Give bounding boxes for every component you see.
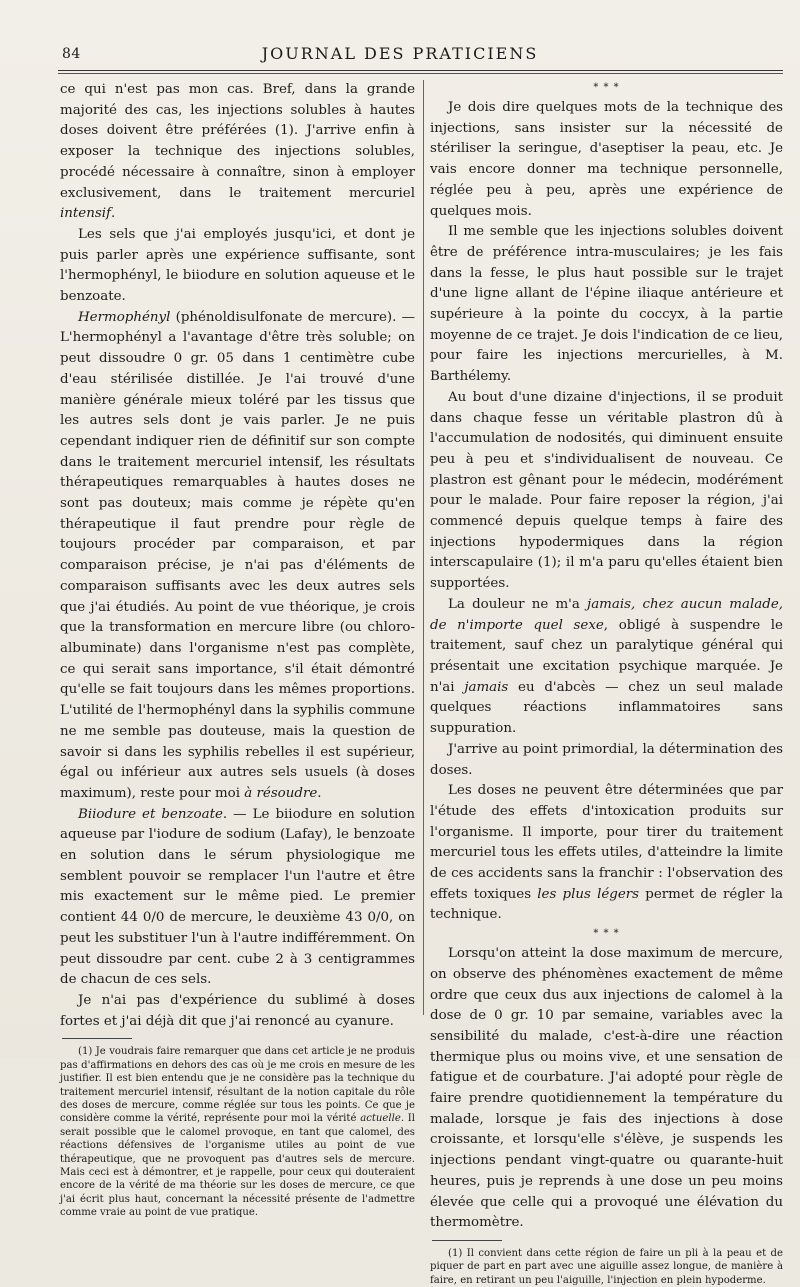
header-rule-secondary — [58, 73, 783, 74]
right-column — [430, 80, 783, 1287]
paragraph: Les doses ne peuvent être déterminées que par l'étude des effets d'intoxication produits sur l'organisme. Il importe, pour tirer du traitement mercuriel tous les effets utiles, d'atteindre la limite de ces accidents sans la franchir : l'observation des effets toxiques les plus légers permet de régler la technique. — [430, 783, 783, 923]
section-separator-stars: * * * — [593, 928, 620, 940]
column-divider — [423, 80, 424, 1015]
section-separator-stars: * * * — [593, 82, 620, 93]
header-rule — [58, 70, 783, 71]
paragraph: Je n'ai pas d'expérience du sublimé à doses fortes et j'ai déjà dit que j'ai renoncé au cyanure. — [60, 992, 415, 1029]
paragraph: ce qui n'est pas mon cas. Bref, dans la grande majorité des cas, les injections solubles à hautes doses doivent être préférées (1). J'arrive enfin à exposer la technique des injections solubles, procédé nécessaire à connaître, sinon à employer exclusivement, dans le traitement mercuriel intensif. — [60, 82, 415, 222]
footnote-rule — [432, 1240, 502, 1241]
paragraph: Au bout d'une dizaine d'injections, il se produit dans chaque fesse un véritable plastron dû à l'accumulation de nodosités, qui diminuent ensuite peu à peu et s'individualisent de nouveau. Ce plastron est gênant pour le médecin, modérément pour le malade. Pour faire reposer la région, j'ai commencé depuis quelque temps à faire des injections hypodermiques dans la région interscapulaire (1); il m'a paru qu'elles étaient bien supportées. — [430, 389, 783, 592]
paragraph: Lorsqu'on atteint la dose maximum de mercure, on observe des phénomènes exactement de même ordre que ceux dus aux injections de calomel à la dose de 0 gr. 10 par semaine, variables avec la sensibilité du malade, c'est-à-dire une réaction thermique plus ou moins vive, et une sensation de fatigue et de courbature. J'ai adopté pour règle de faire prendre quotidiennement la température du malade, lorsque je fais des injections à dose croissante, et lorsqu'elle s'élève, je suspends les injections pendant vingt-quatre ou quarante-huit heures, puis je reprends à une dose un peu moins élevée que celle qui a provoqué une élévation du thermomètre. — [430, 946, 783, 1231]
paragraph: La douleur ne m'a jamais, chez aucun malade, de n'importe quel sexe, obligé à suspendre le traitement, sauf chez un paralytique général qui présentait une excitation psychique marquée. Je n'ai jamais eu d'abcès — chez un seul malade quelques réactions inflammatoires sans suppuration. — [430, 596, 784, 737]
paragraph: Je dois dire quelques mots de la technique des injections, sans insister sur la nécessité de stériliser la seringue, d'aseptiser la peau, etc. Je vais encore donner ma technique personnelle, réglée peu à peu, après une expérience de quelques mois. — [430, 100, 783, 219]
paragraph: J'arrive au point primordial, la détermination des doses. — [430, 741, 783, 778]
page-number: 84 — [62, 46, 81, 62]
footnote: (1) Je voudrais faire remarquer que dans cet article je ne produis pas d'affirmations en dehors des cas où je me crois en mesure de les justifier. Il est bien entendu que je ne considère pas la technique du traitement mercuriel intensif, résultant de la notion capitale du rôle des doses de mercure, comme réglée sur tous les points. Ce que je considère comme la vérité, représente pour moi la vérité actuelle. Il serait possible que le calomel provoque, en tant que calomel, des réactions défensives de l'organisme utiles au point de vue thérapeutique, que ne provoquent pas d'autres sels de mercure. Mais ceci est à démontrer, et je rappelle, pour ceux qui douteraient encore de la vérité de ma théorie sur les doses de mercure, ce que j'ai écrit plus haut, concernant la nécessité présente de l'admettre comme vraie au point de vue pratique. — [60, 1046, 416, 1219]
footnote: (1) Il convient dans cette région de faire un pli à la peau et de piquer de part en part avec une aiguille assez longue, de manière à faire, en retirant un peu l'aiguille, l'injection en plein hypoderme. — [430, 1247, 783, 1286]
paragraph: Les sels que j'ai employés jusqu'ici, et dont je puis parler après une expérience suffisante, sont l'hermophényl, le biiodure en solution aqueuse et le benzoate. — [60, 226, 415, 305]
paragraph-biiodure: Biiodure et benzoate. — Le biiodure en solution aqueuse par l'iodure de sodium (Lafay), le benzoate en solution dans le sérum physiologique me semblent pouvoir se remplacer l'un l'autre et être mis exactement sur le même pied. Le premier contient 44 0/0 de mercure, le deuxième 43 0/0, on peut les substituer l'un à l'autre indifféremment. On peut dissoudre par cent. cube 2 à 3 centigrammes de chacun de ces sels. — [60, 806, 415, 988]
paragraph: Il me semble que les injections solubles doivent être de préférence intra-musculaires; je les fais dans la fesse, le plus haut possible sur le trajet d'une ligne allant de l'épine iliaque antérieure et supérieure à la pointe du coccyx, à la partie moyenne de ce trajet. Je dois l'indication de ce lieu, pour faire les injections mercurielles, à M. Barthélemy. — [430, 224, 783, 385]
left-column — [60, 80, 415, 1220]
paragraph-hermophenyl: Hermophényl (phénoldisulfonate de mercure). — L'hermophényl a l'avantage d'être très soluble; on peut dissoudre 0 gr. 05 dans 1 centimètre cube d'eau stérilisée distillée. Je l'ai trouvé d'une manière générale mieux toléré par les tissus que les autres sels dont je vais parler. Je ne puis cependant indiquer rien de définitif sur son compte dans le traitement mercuriel intensif, les résultats thérapeutiques remarquables à hautes doses ne sont pas douteux; mais comme je répète qu'en thérapeutique il faut prendre pour règle de toujours procéder par comparaison, et par comparaison précise, je n'ai pas d'éléments de comparaison suffisants avec les deux autres sels que j'ai étudiés. Au point de vue théorique, je crois que la transformation en mercure libre (ou chloro-albuminate) dans l'organisme n'est pas complète, ce qui serait sans importance, s'il était démontré qu'elle se fait toujours dans les mêmes proportions. L'utilité de l'hermophényl dans la syphilis commune ne me semble pas douteuse, mais la question de savoir si dans les syphilis rebelles il est supérieur, égal ou inférieur aux autres sels usuels (à doses maximum), reste pour moi à résoudre. — [60, 309, 415, 801]
running-title: JOURNAL DES PRATICIENS — [261, 44, 539, 63]
footnote-rule — [62, 1038, 132, 1039]
